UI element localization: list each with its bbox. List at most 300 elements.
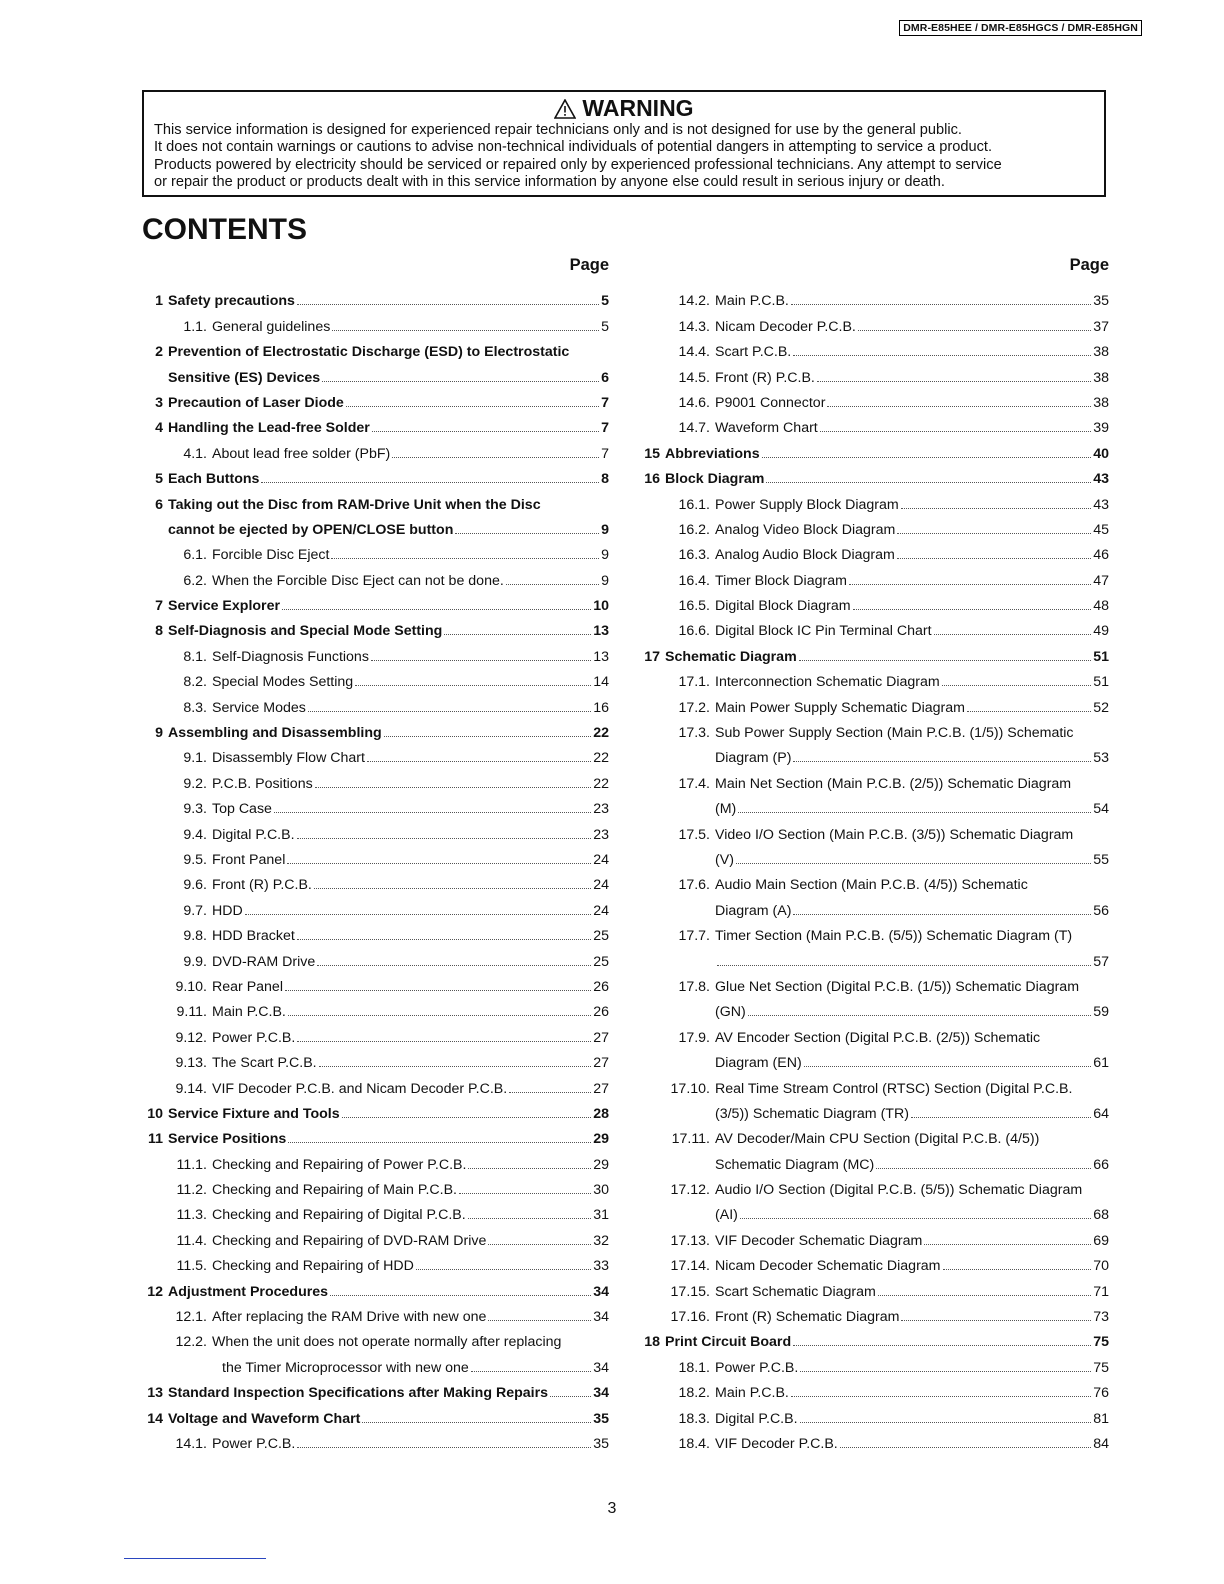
- toc-entry-title: Handling the Lead-free Solder: [168, 420, 370, 437]
- dot-leader: [858, 330, 1091, 331]
- toc-entry-number: 4.1.: [183, 445, 207, 462]
- toc-entry-page: 59: [1093, 1004, 1109, 1021]
- toc-entry-page: 26: [593, 978, 609, 995]
- toc-entry[interactable]: [147, 1300, 609, 1325]
- toc-entry[interactable]: [147, 513, 609, 538]
- toc-entry-page: 9: [601, 547, 609, 564]
- dot-leader: [506, 584, 599, 585]
- toc-entry[interactable]: [640, 1198, 1109, 1223]
- dot-leader: [897, 558, 1091, 559]
- toc-entry[interactable]: [147, 1376, 609, 1401]
- toc-entry-page: 23: [593, 801, 609, 818]
- dot-leader: [793, 355, 1091, 356]
- toc-entry-number: 8.3.: [183, 699, 207, 716]
- toc-entry[interactable]: [147, 1097, 609, 1122]
- toc-entry[interactable]: [640, 1223, 1109, 1248]
- toc-entry-title: Checking and Repairing of HDD: [212, 1258, 414, 1275]
- toc-entry-page: 14: [593, 674, 609, 691]
- dot-leader: [853, 609, 1092, 610]
- toc-entry-title: About lead free solder (PbF): [212, 445, 391, 462]
- toc-entry[interactable]: [640, 309, 1109, 334]
- dot-leader: [362, 1422, 591, 1423]
- toc-entry[interactable]: [640, 487, 1109, 512]
- toc-entry[interactable]: [640, 1046, 1109, 1071]
- toc-entry[interactable]: [147, 741, 609, 766]
- dot-leader: [392, 457, 599, 458]
- toc-entry-page: 22: [593, 750, 609, 767]
- toc-entry[interactable]: [640, 1097, 1109, 1122]
- toc-entry-title: Power P.C.B.: [212, 1435, 296, 1452]
- toc-entry[interactable]: [640, 1350, 1109, 1375]
- toc-entry-title: (3/5)) Schematic Diagram (TR): [715, 1105, 909, 1122]
- toc-entry-title: Forcible Disc Eject: [212, 547, 330, 564]
- toc-entry-number: 9.14.: [175, 1080, 207, 1097]
- toc-entry-title: AV Decoder/Main CPU Section (Digital P.C.B. (4/5)): [715, 1131, 1040, 1148]
- toc-entry[interactable]: [147, 563, 609, 588]
- toc-entry-page: 5: [601, 293, 609, 310]
- toc-entry-title: General guidelines: [212, 318, 331, 335]
- toc-entry[interactable]: [147, 1223, 609, 1248]
- toc-entry-number: 17.16.: [670, 1309, 710, 1326]
- toc-entry[interactable]: [640, 436, 1109, 461]
- toc-entry-page: 43: [1093, 471, 1109, 488]
- toc-entry-page: 69: [1093, 1232, 1109, 1249]
- toc-entry[interactable]: [640, 563, 1109, 588]
- toc-entry[interactable]: [147, 843, 609, 868]
- toc-entry-title: Abbreviations: [665, 445, 760, 462]
- toc-entry[interactable]: [640, 766, 1109, 791]
- toc-entry-number: 3: [155, 394, 163, 411]
- dot-leader: [800, 1422, 1092, 1423]
- toc-entry-title: Scart P.C.B.: [715, 344, 792, 361]
- dot-leader: [297, 304, 599, 305]
- toc-entry[interactable]: [147, 589, 609, 614]
- toc-entry-title: When the unit does not operate normally after replacing: [212, 1334, 562, 1351]
- toc-entry[interactable]: [640, 1427, 1109, 1452]
- toc-entry-page: 34: [593, 1385, 609, 1402]
- page-column-header: Page: [1069, 256, 1109, 274]
- dot-leader: [793, 761, 1091, 762]
- toc-entry-page: 39: [1093, 420, 1109, 437]
- toc-entry-number: 11.3.: [176, 1207, 207, 1224]
- toc-entry-number: 7: [155, 598, 163, 615]
- page-column-header: Page: [569, 256, 609, 274]
- toc-entry[interactable]: [147, 1427, 609, 1452]
- toc-entry-number: 17.14.: [670, 1258, 710, 1275]
- dot-leader: [287, 863, 591, 864]
- toc-entry-title: Main Power Supply Schematic Diagram: [715, 699, 965, 716]
- toc-entry[interactable]: [640, 1274, 1109, 1299]
- toc-entry-page: 64: [1093, 1105, 1109, 1122]
- toc-entry-page: 40: [1093, 445, 1109, 462]
- toc-entry-page: 25: [593, 928, 609, 945]
- toc-entry[interactable]: [640, 1173, 1109, 1198]
- dot-leader: [444, 634, 591, 635]
- toc-entry-title: HDD Bracket: [212, 928, 295, 945]
- dot-leader: [274, 812, 591, 813]
- toc-entry-number: 9.8.: [183, 928, 207, 945]
- toc-entry[interactable]: [147, 487, 609, 512]
- toc-entry[interactable]: [147, 538, 609, 563]
- toc-entry[interactable]: [640, 513, 1109, 538]
- dot-leader: [261, 482, 599, 483]
- toc-entry-page: 76: [1093, 1385, 1109, 1402]
- toc-entry-title: Nicam Decoder Schematic Diagram: [715, 1258, 941, 1275]
- toc-entry-number: 16.3.: [678, 547, 710, 564]
- toc-entry-page: 27: [593, 1055, 609, 1072]
- toc-entry-number: 16.5.: [678, 598, 710, 615]
- toc-entry-title: Waveform Chart: [715, 420, 818, 437]
- toc-entry-number: 11.5.: [176, 1258, 207, 1275]
- dot-leader: [285, 990, 591, 991]
- toc-entry-page: 56: [1093, 902, 1109, 919]
- toc-entry[interactable]: [640, 614, 1109, 639]
- warning-title: WARNING: [582, 95, 694, 121]
- toc-entry-title: Adjustment Procedures: [168, 1283, 329, 1300]
- toc-entry[interactable]: [147, 766, 609, 791]
- toc-entry-page: 7: [601, 394, 609, 411]
- toc-entry-number: 9.1.: [183, 750, 207, 767]
- toc-entry[interactable]: [640, 1300, 1109, 1325]
- toc-entry[interactable]: [640, 1325, 1109, 1350]
- toc-entry-number: 8: [155, 623, 163, 640]
- toc-entry-title: Power P.C.B.: [715, 1359, 799, 1376]
- toc-entry[interactable]: [147, 868, 609, 893]
- toc-entry[interactable]: [147, 639, 609, 664]
- dot-leader: [791, 304, 1091, 305]
- dot-leader: [367, 761, 591, 762]
- toc-entry-number: 18.2.: [678, 1385, 710, 1402]
- dot-leader: [740, 1218, 1091, 1219]
- toc-entry-title: Service Explorer: [168, 598, 280, 615]
- toc-entry-page: 25: [593, 953, 609, 970]
- toc-entry-page: 9: [601, 572, 609, 589]
- toc-entry-title: (V): [715, 851, 734, 868]
- toc-entry-number: 2: [155, 344, 163, 361]
- toc-entry-number: 18.4.: [678, 1435, 710, 1452]
- toc-entry[interactable]: [147, 919, 609, 944]
- toc-entry[interactable]: [147, 386, 609, 411]
- toc-entry-number: 11.1.: [176, 1156, 207, 1173]
- dot-leader: [315, 787, 592, 788]
- dot-leader: [468, 1168, 591, 1169]
- toc-entry-title: VIF Decoder Schematic Diagram: [715, 1232, 923, 1249]
- warning-triangle-icon: [554, 99, 576, 119]
- toc-entry[interactable]: [640, 1071, 1109, 1096]
- toc-entry[interactable]: [640, 843, 1109, 868]
- dot-leader: [793, 1345, 1091, 1346]
- toc-entry-page: 35: [1093, 293, 1109, 310]
- dot-leader: [967, 711, 1091, 712]
- warning-heading: [144, 95, 1104, 122]
- toc-entry-title: Scart Schematic Diagram: [715, 1283, 876, 1300]
- footer-divider: [124, 1558, 266, 1559]
- toc-entry-title: VIF Decoder P.C.B. and Nicam Decoder P.C.B.: [212, 1080, 508, 1097]
- toc-entry-number: 17.11.: [671, 1131, 710, 1148]
- dot-leader: [384, 736, 592, 737]
- toc-entry-number: 17.13.: [670, 1232, 710, 1249]
- dot-leader: [942, 685, 1091, 686]
- toc-entry-number: 8.2.: [183, 674, 207, 691]
- dot-leader: [943, 1269, 1092, 1270]
- toc-entry-title: Digital Block Diagram: [715, 598, 851, 615]
- toc-entry-title: Analog Video Block Diagram: [715, 521, 896, 538]
- toc-entry-number: 9.3.: [183, 801, 207, 818]
- dot-leader: [488, 1320, 591, 1321]
- toc-entry[interactable]: [640, 792, 1109, 817]
- toc-entry-number: 9.5.: [183, 851, 207, 868]
- toc-entry[interactable]: [147, 1401, 609, 1426]
- dot-leader: [924, 1244, 1091, 1245]
- toc-entry-page: 30: [593, 1182, 609, 1199]
- toc-entry-number: 16: [644, 471, 660, 488]
- toc-entry[interactable]: [640, 868, 1109, 893]
- toc-entry[interactable]: [147, 1274, 609, 1299]
- toc-entry-number: 17.4.: [678, 775, 710, 792]
- toc-entry[interactable]: [147, 360, 609, 385]
- toc-entry-title: Precaution of Laser Diode: [168, 394, 344, 411]
- toc-entry-number: 17.1.: [678, 674, 710, 691]
- toc-entry[interactable]: [147, 1173, 609, 1198]
- dot-leader: [297, 939, 591, 940]
- toc-entry-number: 4: [155, 420, 163, 437]
- toc-entry-page: 55: [1093, 851, 1109, 868]
- toc-entry-page: 54: [1093, 801, 1109, 818]
- toc-entry[interactable]: [640, 639, 1109, 664]
- toc-entry-title: Power P.C.B.: [212, 1029, 296, 1046]
- toc-entry-title: Checking and Repairing of Digital P.C.B.: [212, 1207, 466, 1224]
- dot-leader: [878, 1295, 1091, 1296]
- toc-entry[interactable]: [640, 538, 1109, 563]
- toc-entry[interactable]: [640, 944, 1109, 969]
- toc-entry[interactable]: [640, 970, 1109, 995]
- toc-entry-page: 38: [1093, 344, 1109, 361]
- toc-entry[interactable]: [147, 1350, 609, 1375]
- toc-entry[interactable]: [147, 1122, 609, 1147]
- toc-entry-title: Nicam Decoder P.C.B.: [715, 318, 856, 335]
- toc-entry-title: Prevention of Electrostatic Discharge (ESD) to Electrostatic: [168, 344, 570, 361]
- toc-entry-number: 14.1.: [175, 1435, 207, 1452]
- toc-entry-title: Schematic Diagram (MC): [715, 1156, 875, 1173]
- toc-entry-page: 8: [601, 471, 609, 488]
- dot-leader: [799, 660, 1092, 661]
- toc-entry-number: 14: [147, 1410, 163, 1427]
- toc-entry[interactable]: [640, 360, 1109, 385]
- dot-leader: [342, 1117, 592, 1118]
- dot-leader: [738, 812, 1091, 813]
- dot-leader: [911, 1117, 1091, 1118]
- dot-leader: [330, 1295, 591, 1296]
- toc-entry-number: 17.5.: [678, 826, 710, 843]
- dot-leader: [849, 584, 1091, 585]
- toc-entry-page: 10: [593, 598, 609, 615]
- toc-entry-title: Diagram (P): [715, 750, 792, 767]
- toc-entry-page: 45: [1093, 521, 1109, 538]
- toc-entry-title: (AI): [715, 1207, 738, 1224]
- toc-entry[interactable]: [640, 462, 1109, 487]
- toc-entry-title: Front (R) P.C.B.: [212, 877, 312, 894]
- toc-entry[interactable]: [640, 411, 1109, 436]
- toc-entry-page: 7: [601, 420, 609, 437]
- dot-leader: [322, 381, 599, 382]
- warning-line: Products powered by electricity should be serviced or repaired only by experienced professional technicians. Any attempt to service: [154, 156, 1002, 173]
- toc-entry-page: 22: [593, 725, 609, 742]
- dot-leader: [762, 457, 1092, 458]
- toc-entry-title: Disassembly Flow Chart: [212, 750, 365, 767]
- toc-entry-number: 12: [147, 1283, 163, 1300]
- toc-entry-title: Real Time Stream Control (RTSC) Section (Digital P.C.B.: [715, 1080, 1073, 1097]
- toc-entry-page: 71: [1093, 1283, 1109, 1300]
- toc-entry[interactable]: [147, 1249, 609, 1274]
- toc-entry-title: Standard Inspection Specifications after Making Repairs: [168, 1385, 549, 1402]
- toc-entry[interactable]: [147, 893, 609, 918]
- toc-entry[interactable]: [640, 1147, 1109, 1172]
- toc-entry-number: 17.9.: [678, 1029, 710, 1046]
- toc-entry-page: 53: [1093, 750, 1109, 767]
- toc-entry-page: 34: [593, 1283, 609, 1300]
- dot-leader: [468, 1218, 592, 1219]
- toc-entry[interactable]: [147, 1020, 609, 1045]
- toc-entry-title: Service Fixture and Tools: [168, 1105, 340, 1122]
- warning-text: [144, 122, 1104, 191]
- toc-entry-page: 47: [1093, 572, 1109, 589]
- toc-entry[interactable]: [640, 893, 1109, 918]
- toc-entry-page: 9: [601, 521, 609, 538]
- toc-entry-number: 14.2.: [678, 293, 710, 310]
- toc-entry-title: Each Buttons: [168, 471, 260, 488]
- toc-entry[interactable]: [640, 995, 1109, 1020]
- toc-entry-title: P.C.B. Positions: [212, 775, 313, 792]
- toc-entry-number: 18.1.: [678, 1359, 710, 1376]
- toc-entry[interactable]: [640, 1401, 1109, 1426]
- toc-entry[interactable]: [147, 970, 609, 995]
- contents-heading: CONTENTS: [142, 213, 307, 246]
- toc-entry[interactable]: [640, 1249, 1109, 1274]
- toc-entry[interactable]: [147, 1046, 609, 1071]
- toc-entry-title: Digital Block IC Pin Terminal Chart: [715, 623, 932, 640]
- toc-entry[interactable]: [147, 1325, 609, 1350]
- dot-leader: [245, 914, 591, 915]
- toc-entry-title: Glue Net Section (Digital P.C.B. (1/5)) Schematic Diagram: [715, 978, 1080, 995]
- toc-entry[interactable]: [147, 995, 609, 1020]
- warning-box: [142, 90, 1106, 197]
- toc-entry[interactable]: [147, 944, 609, 969]
- toc-entry[interactable]: [640, 716, 1109, 741]
- toc-entry[interactable]: [640, 741, 1109, 766]
- toc-entry-number: 9.9.: [183, 953, 207, 970]
- toc-entry-number: 12.2.: [175, 1334, 207, 1351]
- toc-entry-page: 16: [593, 699, 609, 716]
- dot-leader: [488, 1244, 591, 1245]
- toc-entry-page: 49: [1093, 623, 1109, 640]
- toc-entry-number: 9.13.: [175, 1055, 207, 1072]
- toc-entry-page: 34: [593, 1309, 609, 1326]
- toc-entry[interactable]: [147, 665, 609, 690]
- toc-entry[interactable]: [147, 284, 609, 309]
- dot-leader: [371, 660, 591, 661]
- toc-entry[interactable]: [147, 792, 609, 817]
- toc-entry-number: 16.6.: [678, 623, 710, 640]
- toc-entry-number: 5: [155, 471, 163, 488]
- toc-entry[interactable]: [640, 386, 1109, 411]
- toc-entry-page: 31: [593, 1207, 609, 1224]
- toc-entry-number: 14.3.: [678, 318, 710, 335]
- toc-entry-page: 37: [1093, 318, 1109, 335]
- toc-entry-page: 22: [593, 775, 609, 792]
- toc-entry-number: 6.1.: [183, 547, 207, 564]
- toc-entry-title: Sensitive (ES) Devices: [168, 369, 321, 386]
- toc-entry[interactable]: [640, 1020, 1109, 1045]
- toc-entry-number: 17.8.: [678, 978, 710, 995]
- toc-entry[interactable]: [640, 665, 1109, 690]
- toc-entry-number: 18: [644, 1334, 660, 1351]
- dot-leader: [282, 609, 591, 610]
- toc-entry-title: Self-Diagnosis and Special Mode Setting: [168, 623, 443, 640]
- toc-entry[interactable]: [147, 614, 609, 639]
- toc-entry-page: 26: [593, 1004, 609, 1021]
- toc-entry[interactable]: [640, 589, 1109, 614]
- toc-entry[interactable]: [640, 690, 1109, 715]
- toc-entry-number: 17.12.: [670, 1182, 710, 1199]
- model-number-label: DMR-E85HEE / DMR-E85HGCS / DMR-E85HGN: [899, 20, 1142, 36]
- toc-entry[interactable]: [147, 817, 609, 842]
- toc-entry-page: 24: [593, 851, 609, 868]
- toc-entry[interactable]: [640, 919, 1109, 944]
- toc-entry[interactable]: [147, 411, 609, 436]
- toc-entry[interactable]: [147, 335, 609, 360]
- toc-entry-page: 13: [593, 623, 609, 640]
- toc-entry-page: 35: [593, 1410, 609, 1427]
- toc-entry-title: Audio I/O Section (Digital P.C.B. (5/5)) Schematic Diagram: [715, 1182, 1083, 1199]
- toc-entry[interactable]: [147, 309, 609, 334]
- toc-entry[interactable]: [640, 817, 1109, 842]
- dot-leader: [416, 1269, 591, 1270]
- toc-entry-page: 28: [593, 1105, 609, 1122]
- toc-entry-title: DVD-RAM Drive: [212, 953, 316, 970]
- toc-entry-title: Audio Main Section (Main P.C.B. (4/5)) Schematic: [715, 877, 1028, 894]
- toc-entry[interactable]: [640, 335, 1109, 360]
- toc-entry-page: 27: [593, 1080, 609, 1097]
- toc-entry-page: 7: [601, 445, 609, 462]
- toc-entry-title: Front Panel: [212, 851, 286, 868]
- toc-entry[interactable]: [147, 462, 609, 487]
- toc-entry[interactable]: [147, 1198, 609, 1223]
- toc-entry[interactable]: [147, 716, 609, 741]
- dot-leader: [793, 914, 1091, 915]
- toc-entry[interactable]: [147, 1147, 609, 1172]
- toc-entry[interactable]: [640, 1122, 1109, 1147]
- toc-entry-title: Digital P.C.B.: [212, 826, 295, 843]
- toc-entry[interactable]: [640, 1376, 1109, 1401]
- toc-entry-title: Main P.C.B.: [212, 1004, 286, 1021]
- toc-entry-number: 11.2.: [176, 1182, 207, 1199]
- toc-entry-title: Safety precautions: [168, 293, 295, 310]
- toc-entry-title: Front (R) P.C.B.: [715, 369, 815, 386]
- warning-line: It does not contain warnings or cautions to advise non-technical individuals of potential dangers in attempting to service a product.: [154, 139, 993, 156]
- toc-entry[interactable]: [640, 284, 1109, 309]
- dot-leader: [766, 482, 1091, 483]
- toc-entry[interactable]: [147, 690, 609, 715]
- toc-entry-title: Top Case: [212, 801, 272, 818]
- toc-entry-title: Diagram (A): [715, 902, 792, 919]
- dot-leader: [876, 1168, 1091, 1169]
- dot-leader: [934, 634, 1092, 635]
- toc-entry-number: 9.7.: [183, 902, 207, 919]
- toc-entry-title: The Scart P.C.B.: [212, 1055, 317, 1072]
- toc-entry[interactable]: [147, 1071, 609, 1096]
- toc-entry[interactable]: [147, 436, 609, 461]
- toc-entry-title: Sub Power Supply Section (Main P.C.B. (1/5)) Schematic: [715, 725, 1074, 742]
